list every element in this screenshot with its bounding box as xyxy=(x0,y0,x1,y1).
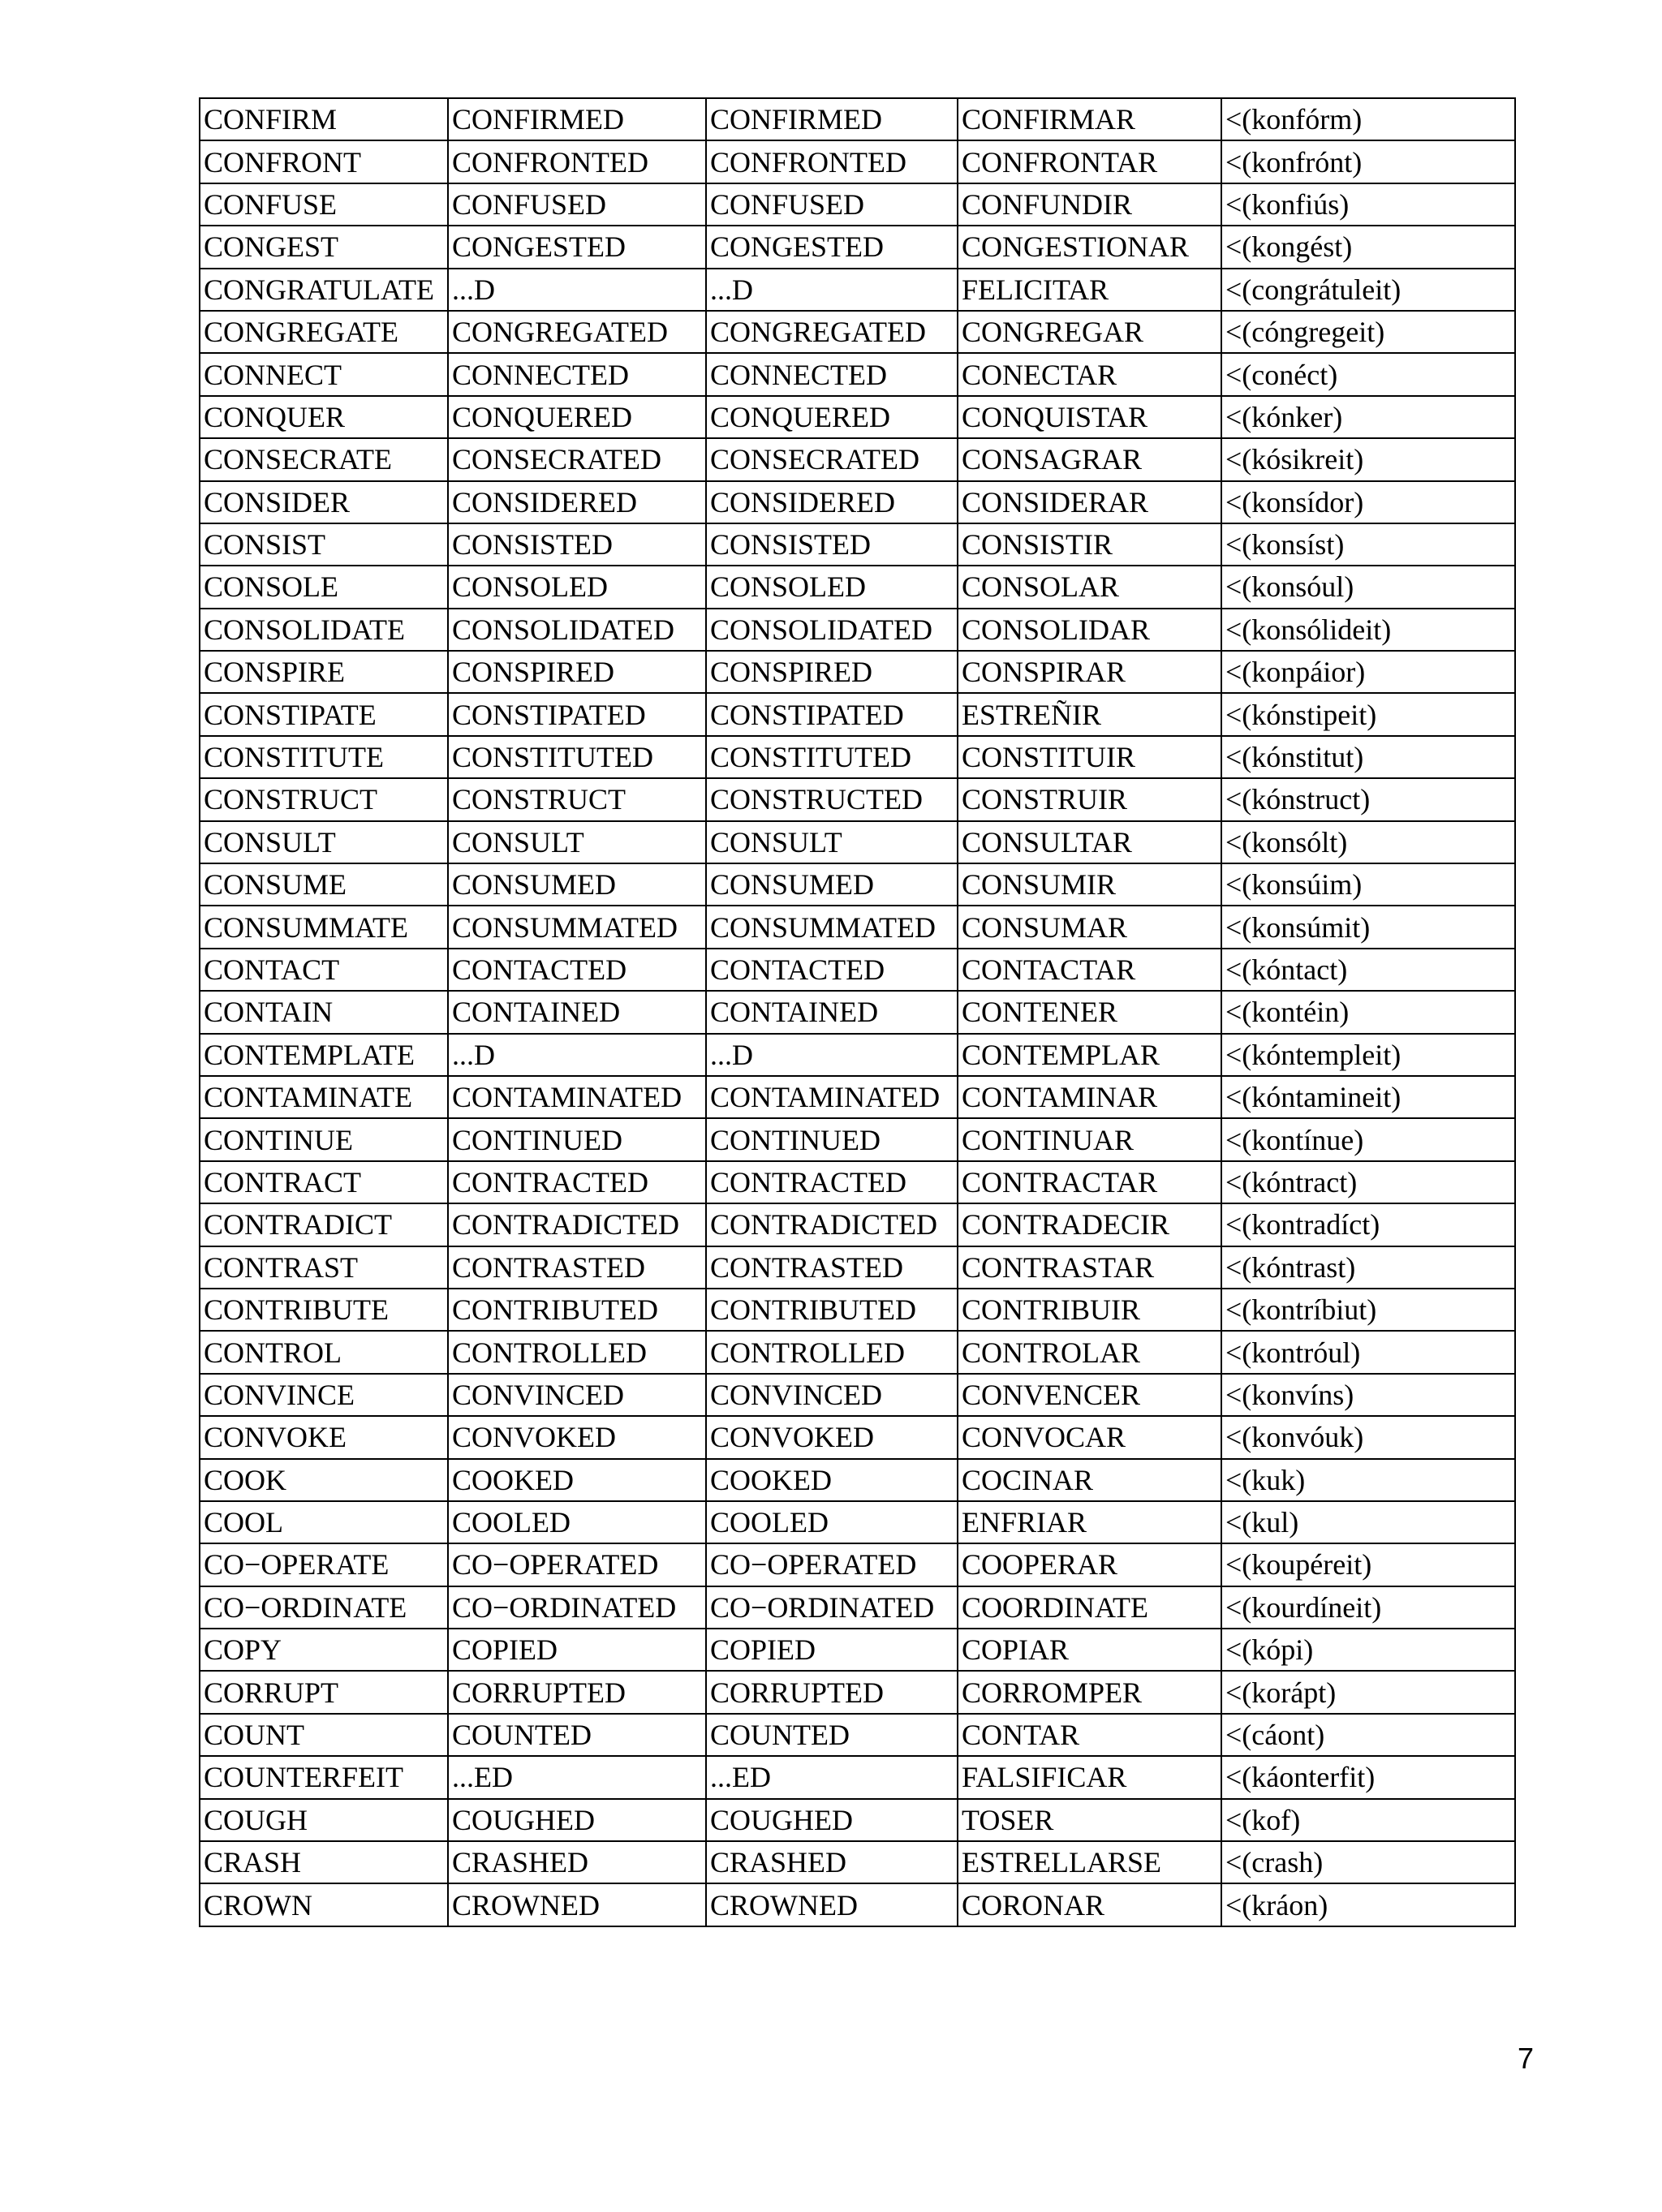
spanish-translation-cell: CONSOLIDAR xyxy=(958,609,1221,651)
spanish-translation-cell: COPIAR xyxy=(958,1629,1221,1671)
spanish-translation-cell: CONFIRMAR xyxy=(958,98,1221,140)
past-tense-cell: CONFUSED xyxy=(448,183,706,226)
pronunciation-cell: <(kuk) xyxy=(1221,1459,1515,1501)
past-tense-cell: CONSTIPATED xyxy=(448,693,706,735)
base-form-cell: CONTACT xyxy=(200,949,448,991)
past-tense-cell: CONTAMINATED xyxy=(448,1076,706,1118)
pronunciation-cell: <(kóntamineit) xyxy=(1221,1076,1515,1118)
base-form-cell: CONSUME xyxy=(200,863,448,906)
past-participle-cell: CONSOLIDATED xyxy=(706,609,958,651)
past-participle-cell: CONSPIRED xyxy=(706,651,958,693)
table-row xyxy=(200,1203,1515,1246)
spanish-translation-cell: CONSISTIR xyxy=(958,523,1221,566)
past-tense-cell: CONTACTED xyxy=(448,949,706,991)
table-row xyxy=(200,906,1515,948)
table-row xyxy=(200,396,1515,438)
past-tense-cell: CONSTRUCT xyxy=(448,778,706,820)
base-form-cell: CONSECRATE xyxy=(200,438,448,480)
base-form-cell: COUNT xyxy=(200,1714,448,1756)
spanish-translation-cell: CONECTAR xyxy=(958,353,1221,395)
past-tense-cell: CONVOKED xyxy=(448,1416,706,1458)
base-form-cell: CONTINUE xyxy=(200,1118,448,1160)
spanish-translation-cell: CONTAMINAR xyxy=(958,1076,1221,1118)
spanish-translation-cell: CONTRASTAR xyxy=(958,1246,1221,1289)
spanish-translation-cell: CONFUNDIR xyxy=(958,183,1221,226)
pronunciation-cell: <(konsídor) xyxy=(1221,481,1515,523)
spanish-translation-cell: CONSUMAR xyxy=(958,906,1221,948)
pronunciation-cell: <(kónstitut) xyxy=(1221,736,1515,778)
spanish-translation-cell: CONTEMPLAR xyxy=(958,1034,1221,1076)
spanish-translation-cell: FALSIFICAR xyxy=(958,1756,1221,1798)
table-row xyxy=(200,778,1515,820)
pronunciation-cell: <(konfórm) xyxy=(1221,98,1515,140)
spanish-translation-cell: CONTRACTAR xyxy=(958,1161,1221,1203)
pronunciation-cell: <(kontríbiut) xyxy=(1221,1289,1515,1331)
table-row xyxy=(200,1416,1515,1458)
spanish-translation-cell: CONTROLAR xyxy=(958,1331,1221,1373)
past-participle-cell: CO−OPERATED xyxy=(706,1543,958,1586)
past-tense-cell: CONGREGATED xyxy=(448,311,706,353)
past-participle-cell: CONSTIPATED xyxy=(706,693,958,735)
table-row xyxy=(200,1076,1515,1118)
pronunciation-cell: <(kónstipeit) xyxy=(1221,693,1515,735)
base-form-cell: CO−OPERATE xyxy=(200,1543,448,1586)
past-tense-cell: CONSOLIDATED xyxy=(448,609,706,651)
pronunciation-cell: <(kósikreit) xyxy=(1221,438,1515,480)
past-tense-cell: CONTRIBUTED xyxy=(448,1289,706,1331)
base-form-cell: CONSTRUCT xyxy=(200,778,448,820)
table-row xyxy=(200,1586,1515,1629)
past-participle-cell: CONFIRMED xyxy=(706,98,958,140)
past-participle-cell: CONVOKED xyxy=(706,1416,958,1458)
table-row xyxy=(200,1841,1515,1883)
pronunciation-cell: <(konsíst) xyxy=(1221,523,1515,566)
base-form-cell: CONSIST xyxy=(200,523,448,566)
base-form-cell: CONVINCE xyxy=(200,1374,448,1416)
table-row xyxy=(200,1246,1515,1289)
pronunciation-cell: <(kópi) xyxy=(1221,1629,1515,1671)
base-form-cell: CONTEMPLATE xyxy=(200,1034,448,1076)
spanish-translation-cell: CONFRONTAR xyxy=(958,140,1221,183)
spanish-translation-cell: CONTRADECIR xyxy=(958,1203,1221,1246)
past-participle-cell: CONTRADICTED xyxy=(706,1203,958,1246)
past-participle-cell: CONTRASTED xyxy=(706,1246,958,1289)
table-row xyxy=(200,1374,1515,1416)
spanish-translation-cell: CONTAR xyxy=(958,1714,1221,1756)
base-form-cell: CONGRATULATE xyxy=(200,269,448,311)
past-tense-cell: ...D xyxy=(448,269,706,311)
base-form-cell: CONSULT xyxy=(200,821,448,863)
base-form-cell: CONSOLE xyxy=(200,566,448,608)
pronunciation-cell: <(conéct) xyxy=(1221,353,1515,395)
past-tense-cell: CONFRONTED xyxy=(448,140,706,183)
page-number: 7 xyxy=(1517,2042,1534,2075)
past-participle-cell: COUNTED xyxy=(706,1714,958,1756)
table-row xyxy=(200,609,1515,651)
table-row xyxy=(200,1883,1515,1926)
pronunciation-cell: <(konsúim) xyxy=(1221,863,1515,906)
past-tense-cell: ...D xyxy=(448,1034,706,1076)
past-participle-cell: CONTINUED xyxy=(706,1118,958,1160)
table-row xyxy=(200,736,1515,778)
table-row xyxy=(200,353,1515,395)
pronunciation-cell: <(kontínue) xyxy=(1221,1118,1515,1160)
past-participle-cell: ...ED xyxy=(706,1756,958,1798)
table-row xyxy=(200,183,1515,226)
spanish-translation-cell: COCINAR xyxy=(958,1459,1221,1501)
pronunciation-cell: <(koupéreit) xyxy=(1221,1543,1515,1586)
base-form-cell: COUGH xyxy=(200,1799,448,1841)
past-tense-cell: CONTAINED xyxy=(448,991,706,1033)
base-form-cell: COOL xyxy=(200,1501,448,1543)
past-participle-cell: CONGESTED xyxy=(706,226,958,268)
base-form-cell: CONFUSE xyxy=(200,183,448,226)
past-participle-cell: CONSUMMATED xyxy=(706,906,958,948)
pronunciation-cell: <(kráon) xyxy=(1221,1883,1515,1926)
base-form-cell: CONTRAST xyxy=(200,1246,448,1289)
spanish-translation-cell: CONVENCER xyxy=(958,1374,1221,1416)
base-form-cell: CONTRADICT xyxy=(200,1203,448,1246)
past-tense-cell: CONNECTED xyxy=(448,353,706,395)
pronunciation-cell: <(cóngregeit) xyxy=(1221,311,1515,353)
past-participle-cell: CONTAINED xyxy=(706,991,958,1033)
pronunciation-cell: <(kof) xyxy=(1221,1799,1515,1841)
pronunciation-cell: <(kontéin) xyxy=(1221,991,1515,1033)
spanish-translation-cell: CONSUMIR xyxy=(958,863,1221,906)
past-participle-cell: CONSOLED xyxy=(706,566,958,608)
table-row xyxy=(200,1671,1515,1713)
pronunciation-cell: <(kóntact) xyxy=(1221,949,1515,991)
table-row xyxy=(200,1034,1515,1076)
pronunciation-cell: <(konsólt) xyxy=(1221,821,1515,863)
table-row xyxy=(200,98,1515,140)
past-participle-cell: CONFRONTED xyxy=(706,140,958,183)
base-form-cell: CONTROL xyxy=(200,1331,448,1373)
pronunciation-cell: <(konfrónt) xyxy=(1221,140,1515,183)
table-row xyxy=(200,1543,1515,1586)
table-row xyxy=(200,523,1515,566)
past-participle-cell: CONTACTED xyxy=(706,949,958,991)
past-participle-cell: CONVINCED xyxy=(706,1374,958,1416)
pronunciation-cell: <(konsóul) xyxy=(1221,566,1515,608)
table-row xyxy=(200,269,1515,311)
spanish-translation-cell: ENFRIAR xyxy=(958,1501,1221,1543)
past-tense-cell: CO−OPERATED xyxy=(448,1543,706,1586)
past-tense-cell: CONSTITUTED xyxy=(448,736,706,778)
base-form-cell: CONSIDER xyxy=(200,481,448,523)
past-participle-cell: CONSULT xyxy=(706,821,958,863)
table-row xyxy=(200,1331,1515,1373)
pronunciation-cell: <(kónker) xyxy=(1221,396,1515,438)
past-tense-cell: COOKED xyxy=(448,1459,706,1501)
pronunciation-cell: <(kul) xyxy=(1221,1501,1515,1543)
base-form-cell: CORRUPT xyxy=(200,1671,448,1713)
table-row xyxy=(200,1459,1515,1501)
past-participle-cell: CONFUSED xyxy=(706,183,958,226)
base-form-cell: CONGEST xyxy=(200,226,448,268)
pronunciation-cell: <(kóntract) xyxy=(1221,1161,1515,1203)
past-tense-cell: CORRUPTED xyxy=(448,1671,706,1713)
pronunciation-cell: <(káonterfit) xyxy=(1221,1756,1515,1798)
base-form-cell: CONSTITUTE xyxy=(200,736,448,778)
past-participle-cell: ...D xyxy=(706,269,958,311)
pronunciation-cell: <(konvóuk) xyxy=(1221,1416,1515,1458)
pronunciation-cell: <(congrátuleit) xyxy=(1221,269,1515,311)
spanish-translation-cell: CONGREGAR xyxy=(958,311,1221,353)
past-tense-cell: CONQUERED xyxy=(448,396,706,438)
spanish-translation-cell: CONSIDERAR xyxy=(958,481,1221,523)
past-tense-cell: CONVINCED xyxy=(448,1374,706,1416)
table-row xyxy=(200,821,1515,863)
past-tense-cell: COUNTED xyxy=(448,1714,706,1756)
base-form-cell: CONTRIBUTE xyxy=(200,1289,448,1331)
past-participle-cell: CONTRIBUTED xyxy=(706,1289,958,1331)
spanish-translation-cell: CONSOLAR xyxy=(958,566,1221,608)
past-tense-cell: CONTROLLED xyxy=(448,1331,706,1373)
pronunciation-cell: <(konpáior) xyxy=(1221,651,1515,693)
pronunciation-cell: <(cáont) xyxy=(1221,1714,1515,1756)
past-tense-cell: CROWNED xyxy=(448,1883,706,1926)
spanish-translation-cell: CONTRIBUIR xyxy=(958,1289,1221,1331)
past-participle-cell: COOKED xyxy=(706,1459,958,1501)
table-row xyxy=(200,1756,1515,1798)
spanish-translation-cell: CONQUISTAR xyxy=(958,396,1221,438)
table-row xyxy=(200,651,1515,693)
pronunciation-cell: <(kongést) xyxy=(1221,226,1515,268)
past-tense-cell: COPIED xyxy=(448,1629,706,1671)
base-form-cell: CONSUMMATE xyxy=(200,906,448,948)
past-tense-cell: CONGESTED xyxy=(448,226,706,268)
base-form-cell: CROWN xyxy=(200,1883,448,1926)
base-form-cell: CONVOKE xyxy=(200,1416,448,1458)
past-tense-cell: CONSPIRED xyxy=(448,651,706,693)
base-form-cell: CONSPIRE xyxy=(200,651,448,693)
past-participle-cell: CO−ORDINATED xyxy=(706,1586,958,1629)
past-participle-cell: CRASHED xyxy=(706,1841,958,1883)
past-tense-cell: CONSUMMATED xyxy=(448,906,706,948)
pronunciation-cell: <(kontróul) xyxy=(1221,1331,1515,1373)
pronunciation-cell: <(konfiús) xyxy=(1221,183,1515,226)
spanish-translation-cell: COORDINATE xyxy=(958,1586,1221,1629)
table-row xyxy=(200,1629,1515,1671)
base-form-cell: CONTAIN xyxy=(200,991,448,1033)
spanish-translation-cell: CONSULTAR xyxy=(958,821,1221,863)
past-participle-cell: CONSUMED xyxy=(706,863,958,906)
spanish-translation-cell: CONTINUAR xyxy=(958,1118,1221,1160)
base-form-cell: COPY xyxy=(200,1629,448,1671)
past-tense-cell: CONSULT xyxy=(448,821,706,863)
table-row xyxy=(200,1118,1515,1160)
base-form-cell: CONSOLIDATE xyxy=(200,609,448,651)
past-tense-cell: CONSIDERED xyxy=(448,481,706,523)
spanish-translation-cell: ESTREÑIR xyxy=(958,693,1221,735)
spanish-translation-cell: ESTRELLARSE xyxy=(958,1841,1221,1883)
pronunciation-cell: <(konsúmit) xyxy=(1221,906,1515,948)
past-participle-cell: COPIED xyxy=(706,1629,958,1671)
spanish-translation-cell: CONSTITUIR xyxy=(958,736,1221,778)
spanish-translation-cell: CONSAGRAR xyxy=(958,438,1221,480)
past-tense-cell: CONSUMED xyxy=(448,863,706,906)
past-participle-cell: CONTROLLED xyxy=(706,1331,958,1373)
past-tense-cell: CONSOLED xyxy=(448,566,706,608)
table-row xyxy=(200,481,1515,523)
base-form-cell: CONQUER xyxy=(200,396,448,438)
table-row xyxy=(200,566,1515,608)
verb-table-body xyxy=(200,98,1515,1926)
spanish-translation-cell: CONVOCAR xyxy=(958,1416,1221,1458)
past-participle-cell: CONTAMINATED xyxy=(706,1076,958,1118)
pronunciation-cell: <(korápt) xyxy=(1221,1671,1515,1713)
table-row xyxy=(200,140,1515,183)
spanish-translation-cell: CONTENER xyxy=(958,991,1221,1033)
base-form-cell: COOK xyxy=(200,1459,448,1501)
table-row xyxy=(200,1714,1515,1756)
past-participle-cell: CONGREGATED xyxy=(706,311,958,353)
pronunciation-cell: <(kourdíneit) xyxy=(1221,1586,1515,1629)
past-tense-cell: ...ED xyxy=(448,1756,706,1798)
past-participle-cell: CROWNED xyxy=(706,1883,958,1926)
past-tense-cell: CONFIRMED xyxy=(448,98,706,140)
table-row xyxy=(200,438,1515,480)
spanish-translation-cell: CONGESTIONAR xyxy=(958,226,1221,268)
table-row xyxy=(200,991,1515,1033)
past-participle-cell: COUGHED xyxy=(706,1799,958,1841)
past-tense-cell: CONSISTED xyxy=(448,523,706,566)
past-participle-cell: CONNECTED xyxy=(706,353,958,395)
base-form-cell: CONFRONT xyxy=(200,140,448,183)
spanish-translation-cell: CONSPIRAR xyxy=(958,651,1221,693)
past-tense-cell: CONTRADICTED xyxy=(448,1203,706,1246)
table-row xyxy=(200,226,1515,268)
past-participle-cell: CONSIDERED xyxy=(706,481,958,523)
spanish-translation-cell: FELICITAR xyxy=(958,269,1221,311)
table-row xyxy=(200,863,1515,906)
pronunciation-cell: <(crash) xyxy=(1221,1841,1515,1883)
table-row xyxy=(200,693,1515,735)
spanish-translation-cell: CONSTRUIR xyxy=(958,778,1221,820)
table-row xyxy=(200,1799,1515,1841)
spanish-translation-cell: CORROMPER xyxy=(958,1671,1221,1713)
past-tense-cell: CONTRACTED xyxy=(448,1161,706,1203)
pronunciation-cell: <(kóntrast) xyxy=(1221,1246,1515,1289)
past-tense-cell: COUGHED xyxy=(448,1799,706,1841)
pronunciation-cell: <(konvíns) xyxy=(1221,1374,1515,1416)
spanish-translation-cell: TOSER xyxy=(958,1799,1221,1841)
spanish-translation-cell: CORONAR xyxy=(958,1883,1221,1926)
base-form-cell: CONSTIPATE xyxy=(200,693,448,735)
past-participle-cell: COOLED xyxy=(706,1501,958,1543)
spanish-translation-cell: CONTACTAR xyxy=(958,949,1221,991)
past-tense-cell: CONTINUED xyxy=(448,1118,706,1160)
past-participle-cell: CONTRACTED xyxy=(706,1161,958,1203)
past-participle-cell: CONSECRATED xyxy=(706,438,958,480)
past-tense-cell: CONSECRATED xyxy=(448,438,706,480)
past-participle-cell: ...D xyxy=(706,1034,958,1076)
base-form-cell: CRASH xyxy=(200,1841,448,1883)
past-participle-cell: CONSTRUCTED xyxy=(706,778,958,820)
base-form-cell: COUNTERFEIT xyxy=(200,1756,448,1798)
table-row xyxy=(200,949,1515,991)
base-form-cell: CONNECT xyxy=(200,353,448,395)
past-tense-cell: CONTRASTED xyxy=(448,1246,706,1289)
verb-table xyxy=(199,97,1516,1927)
past-participle-cell: CONQUERED xyxy=(706,396,958,438)
past-participle-cell: CONSISTED xyxy=(706,523,958,566)
table-row xyxy=(200,311,1515,353)
table-row xyxy=(200,1161,1515,1203)
pronunciation-cell: <(konsólideit) xyxy=(1221,609,1515,651)
past-participle-cell: CONSTITUTED xyxy=(706,736,958,778)
base-form-cell: CONFIRM xyxy=(200,98,448,140)
past-tense-cell: COOLED xyxy=(448,1501,706,1543)
base-form-cell: CONTRACT xyxy=(200,1161,448,1203)
table-row xyxy=(200,1289,1515,1331)
spanish-translation-cell: COOPERAR xyxy=(958,1543,1221,1586)
base-form-cell: CONTAMINATE xyxy=(200,1076,448,1118)
pronunciation-cell: <(kónstruct) xyxy=(1221,778,1515,820)
pronunciation-cell: <(kontradíct) xyxy=(1221,1203,1515,1246)
base-form-cell: CONGREGATE xyxy=(200,311,448,353)
past-tense-cell: CO−ORDINATED xyxy=(448,1586,706,1629)
base-form-cell: CO−ORDINATE xyxy=(200,1586,448,1629)
past-tense-cell: CRASHED xyxy=(448,1841,706,1883)
table-row xyxy=(200,1501,1515,1543)
past-participle-cell: CORRUPTED xyxy=(706,1671,958,1713)
pronunciation-cell: <(kóntempleit) xyxy=(1221,1034,1515,1076)
